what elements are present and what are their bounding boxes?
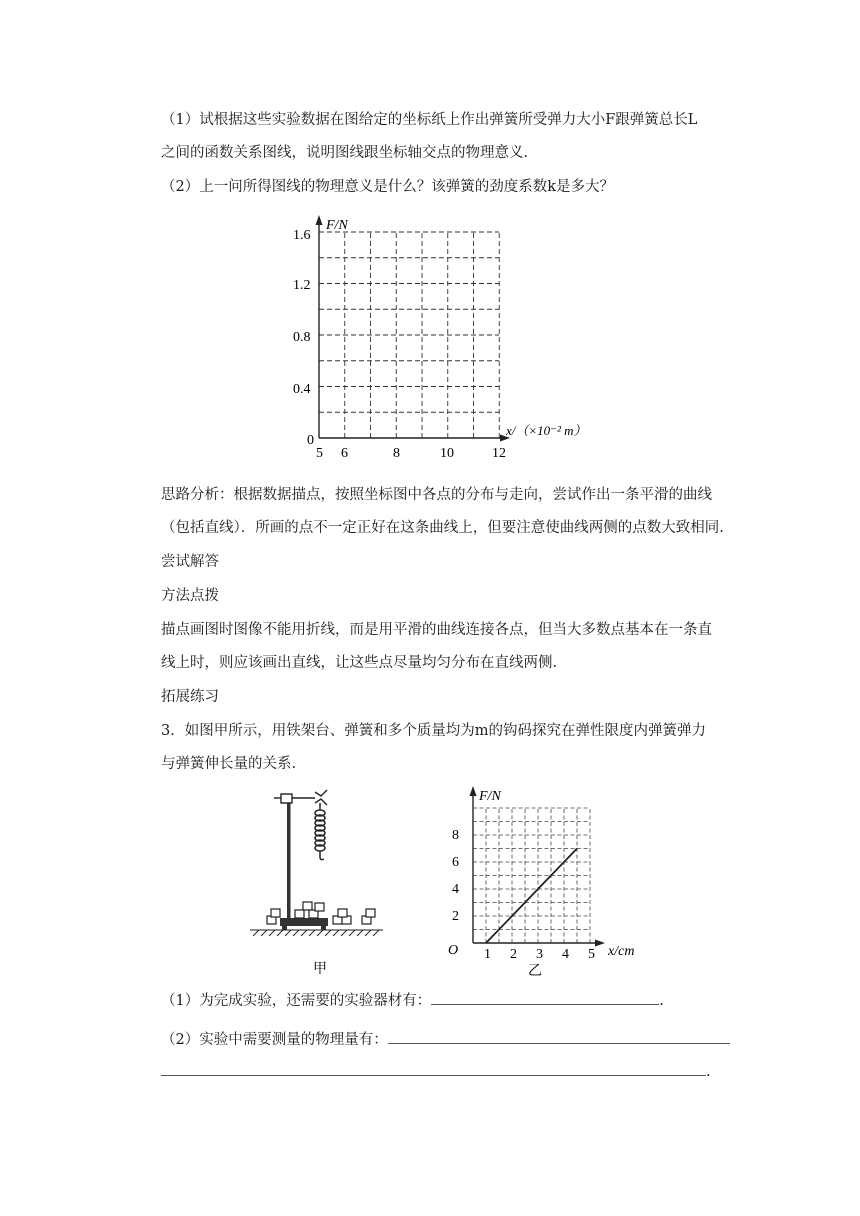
q3-line1: 3．如图甲所示，用铁架台、弹簧和多个质量均为m的钩码探究在弹性限度内弹簧弹力 [161,723,706,739]
analysis-line2: （包括直线）．所画的点不一定正好在这条曲线上，但要注意使曲线两侧的点数大致相同. [161,520,724,536]
graph-1 [280,210,640,460]
y-tick: 0.4 [293,382,311,397]
y-tick: 4 [452,882,459,897]
graph-2-origin: O [448,943,459,958]
graph-1-y-label: F/N [326,218,348,233]
x-tick: 4 [562,947,569,962]
spring-icon [315,803,325,860]
graph-2-x-label: x/cm [608,944,635,959]
x-tick: 2 [510,947,517,962]
x-tick: 10 [440,446,454,460]
ground-hatch [250,930,383,936]
answer-blank-1[interactable] [431,990,659,1005]
figure-jia-label: 甲 [313,962,327,977]
x-tick: 5 [316,446,323,460]
x-tick: 6 [341,446,348,460]
stand-clamp [274,790,327,805]
q2-text: （2）上一问所得图线的物理意义是什么？该弹簧的劲度系数k是多大？ [161,179,615,195]
graph-2 [440,780,655,980]
q1-line2: 之间的函数关系图线，说明图线跟坐标轴交点的物理意义. [161,145,529,161]
period: . [706,1064,711,1080]
q1-line1: （1）试根据这些实验数据在图给定的坐标纸上作出弹簧所受弹力大小F跟弹簧总长L [161,112,698,128]
heading-tips: 方法点拨 [161,588,219,604]
graph-1-grid [319,232,499,438]
y-tick: 1.6 [293,228,311,243]
tips-line2: 线上时，则应该画出直线，让这些点尽量均匀分布在直线两侧. [161,655,558,671]
x-tick: 3 [536,947,543,962]
y-tick: 8 [452,828,459,843]
y-tick: 0 [307,433,314,448]
period: . [659,993,664,1009]
graph-2-y-arrow [470,786,477,796]
y-tick: 6 [452,855,459,870]
graph-2-grid [473,808,590,943]
y-tick: 0.8 [293,330,311,345]
x-tick: 5 [588,947,595,962]
graph-2-x-arrow [595,940,605,947]
tips-line1: 描点画图时图像不能用折线，而是用平滑的曲线连接各点，但当大多数点基本在一条直 [161,622,712,638]
stand-rod [287,797,291,919]
graph-2-label: 乙 [528,964,542,979]
q3-sub1-text: （1）为完成实验，还需要的实验器材有： [161,993,432,1009]
q3-sub2 [161,1029,730,1050]
heading-practice: 拓展练习 [161,689,219,705]
graph-2-data-line [486,849,577,944]
heading-try: 尝试解答 [161,554,219,570]
graph-1-x-label: x/（×10⁻² m） [506,423,587,438]
x-tick: 1 [484,947,491,962]
q3-line2: 与弹簧伸长量的关系. [161,756,297,772]
stand-base [280,918,328,930]
q3-sub2-cont [161,1061,711,1082]
x-tick: 12 [492,446,506,460]
y-tick: 2 [452,909,459,924]
q3-sub1 [161,990,664,1011]
graph-1-y-arrow [316,215,323,225]
analysis-line1: 思路分析：根据数据描点，按照坐标图中各点的分布与走向，尝试作出一条平滑的曲线 [161,487,712,503]
answer-blank-3[interactable] [161,1061,706,1076]
q3-sub2-text: （2）实验中需要测量的物理量有： [161,1032,388,1048]
answer-blank-2[interactable] [388,1029,730,1044]
x-tick: 8 [393,446,400,460]
figure-jia [245,785,395,980]
graph-2-y-label: F/N [479,789,501,804]
y-tick: 1.2 [293,278,311,293]
